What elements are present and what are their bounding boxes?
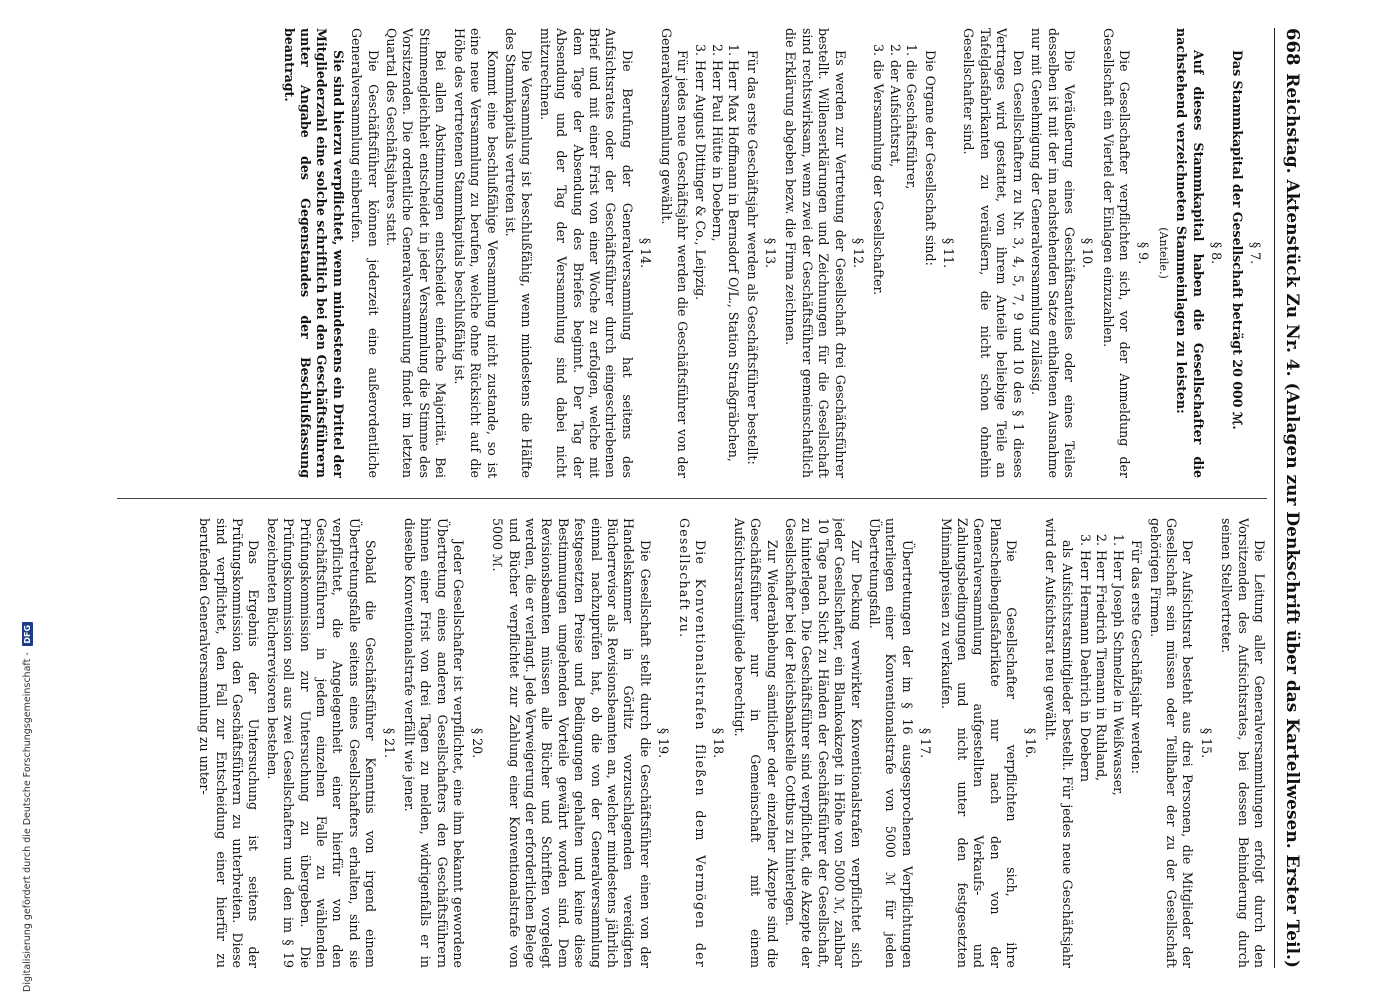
- paragraph: Die Gesellschafter verpflichten sich, ihre Planscheibenglasfabrikate nur nach den von der Generalversammlung aufgestellten Verkaufs- und Zahlungsbedingungen und nicht unter den festgesetzten Minimalpreisen zu verkaufen.: [938, 518, 1020, 968]
- paragraph: Die Berufung der Generalversammlung hat seitens des Aufsichtsrates oder der Geschäftsführer durch eingeschriebenen Brief und mit einer Frist von einer Woche zu erfolgen, welche mit dem Tage der Absendung des Briefes beginnt. Der Tag der Absendung und der Tag der Versammlung sind dabei nicht mitzurechnen.: [537, 28, 635, 478]
- list-item: 2. der Aufsichtsrat,: [887, 44, 903, 168]
- list-item: 1. die Geschäftsführer,: [904, 44, 920, 190]
- section-heading: § 14.: [638, 237, 654, 269]
- section-heading: § 18.: [711, 727, 727, 759]
- paragraph: Jeder Gesellschafter ist verpflichtet, eine ihm bekannt gewordene Übertretung eines anderen Gesellschafters den Geschäftsführern binnen einer Frist von drei Tagen zu melden, widrigenfalls er in dieselbe Konventionalstrafe verfällt wie jener.: [402, 518, 467, 968]
- section-heading: § 17.: [918, 727, 934, 759]
- paragraph: Auf dieses Stammkapital haben die Gesellschafter die nachstehend verzeichneten Stammeinlagen zu leisten:: [1174, 28, 1206, 478]
- list-item: 3. Herr August Dittinger & Co., Leipzig.: [693, 44, 709, 301]
- paragraph: Die Leitung aller Generalversammlungen erfolgt durch den Vorsitzenden des Aufsichtsrates, bei dessen Behinderung durch seinen Stellvertreter.: [1219, 518, 1267, 968]
- section-heading: § 7.: [1248, 241, 1263, 265]
- list-item: 1. Herr Max Hoffmann in Bernsdorf O/L., Station Straßgräbchen,: [726, 44, 742, 462]
- paragraph: Für jedes neue Geschäftsjahr werden die Geschäftsführer von der Generalversammlung gewählt.: [658, 28, 690, 478]
- paragraph: Das Ergebnis der Untersuchung ist seitens der Prüfungskommission den Geschäftsführern zu unterbreiten. Diese sind verpflichtet, den Fall zur Entscheidung einer hierfür zu berufenden Generalversammlung zu unter-: [197, 518, 262, 968]
- supervisory-board-list: [1077, 534, 1126, 968]
- list-item: 1. Herr Joseph Schmelzle in Weißwasser,: [1110, 534, 1126, 796]
- left-column: [117, 28, 1267, 478]
- managers-list: [692, 44, 741, 478]
- section-heading: § 13.: [763, 237, 779, 269]
- organ-list: [870, 44, 919, 478]
- printed-sheet: [103, 28, 1303, 968]
- paragraph: Es werden zur Vertretung der Gesellschaft drei Geschäftsführer bestellt. Willenserklärungen und Zeichnungen für die Gesellschaft sind rechtswirksam, wenn zwei der Geschäftsführer gemeinschaftlich die Erklärung abgeben bezw. die Firma zeichnen.: [783, 28, 848, 478]
- section-heading: § 10.: [1080, 237, 1096, 269]
- paragraph: Der Aufsichtsrat besteht aus drei Personen, die Mitglieder der Gesellschaft sein müssen oder Teilhaber der zu der Gesellschaft gehörigen Firmen.: [1147, 518, 1196, 968]
- paragraph: Das Stammkapital der Gesellschaft beträgt 20 000 ℳ.: [1229, 50, 1245, 430]
- section-heading: § 15.: [1198, 727, 1214, 759]
- section-subheading: (Anteile.): [1156, 227, 1170, 279]
- paragraph: Für das erste Geschäftsjahr werden:: [1129, 540, 1145, 774]
- section-heading: § 19.: [656, 727, 672, 759]
- list-item: 2. Herr Paul Hütte in Doebern,: [709, 44, 725, 242]
- paragraph: Den Gesellschaftern zu Nr. 3, 4, 5, 7, 9 und 10 des § 1 dieses Vertrages wird gestattet, von ihrem Anteile beliebige Teile an Tafelglasfabrikanten zu veräußern, die nicht schon ohnehin Gesellschafter sind.: [961, 28, 1026, 478]
- section-heading: § 20.: [469, 727, 485, 759]
- list-item: 2. Herr Friedrich Tiemann in Ruhland,: [1094, 534, 1110, 782]
- paragraph: Für das erste Geschäftsjahr werden als Geschäftsführer bestellt:: [744, 50, 760, 465]
- credit-line: [20, 2, 34, 992]
- paragraph: Sobald die Geschäftsführer Kenntnis von irgend einem Übertretungsfalle seitens eines Gesellschafters erhalten, sind sie verpflichtet, die Angelegenheit einer hierfür von den Geschäftsführern in jedem einzelnen Falle zu wählenden Prüfungskommission zur Untersuchung zu übergeben. Die Prüfungskommission soll aus zwei Gesellschaftern und den im § 19 bezeichneten Bücherrevisoren bestehen.: [264, 518, 379, 968]
- paragraph: Die Veräußerung eines Geschäftsanteiles oder eines Teiles desselben ist mit der im nachstehenden Satze enthaltenen Ausnahme nur mit Genehmigung der Generalversammlung zulässig.: [1029, 28, 1077, 478]
- paragraph: Die Geschäftsführer können jederzeit eine außerordentliche Generalversammlung einberufen.: [349, 28, 381, 478]
- paragraph: Zur Deckung verwirkter Konventionalstrafen verpflichtet sich jeder Gesellschafter, ein Blankoakzept in Höhe von 5000 ℳ, zahlbar 10 Tage nach Sicht zu Händen der Geschäftsführer der Gesellschaft, zu hinterlegen. Die Geschäftsführer sind verpflichtet, die Akzepte der Gesellschafter bei der Reichsbankstelle Cottbus zu hinterlegen.: [783, 518, 864, 968]
- paragraph: Die Versammlung ist beschlußfähig, wenn mindestens die Hälfte des Stammkapitals vertreten ist.: [502, 28, 535, 478]
- paragraph: Sie sind hierzu verpflichtet, wenn mindestens ein Drittel der Mitgliederzahl eine solche schriftlich bei den Geschäftsführern unter Angabe des Gegenstandes der Beschlußfassung beantragt.: [281, 28, 346, 478]
- paragraph: Die Gesellschaft stellt durch die Geschäftsführer einen von der Handelskammer in Görlitz vorzuschlagenden vereidigten Bücherrevisor als Revisionsbeamten an, welcher mindestens jährlich einmal nachzuprüfen hat, ob die von der Generalversammlung festgesetzten Preise und Bedingungen gehalten und keine diese Bestimmungen umgehenden Vorteile gewährt worden sind. Dem Revisionsbeamten müssen alle Bücher und Schriften vorgelegt werden, die er verlangt. Jede Verweigerung der erforderlichen Belege und Bücher verpflichtet zur Zahlung einer Konventionalstrafe von 5000 ℳ.: [490, 518, 653, 968]
- section-heading: § 8.: [1209, 241, 1225, 265]
- paragraph: Die Organe der Gesellschaft sind:: [922, 50, 938, 266]
- list-item: 3. Herr Hermann Daehrich in Doebern: [1077, 534, 1093, 782]
- section-heading: § 21.: [381, 727, 397, 759]
- section-heading: § 12.: [851, 237, 867, 269]
- paragraph: Übertretungen der im § 16 ausgesprochenen Verpflichtungen unterliegen einer Konventionalstrafe von 5000 ℳ für jeden Übertretungsfall.: [867, 518, 915, 968]
- digitization-credit: [6, 2, 33, 992]
- paragraph: Zur Wiederabhebung sämtlicher oder einzelner Akzepte sind die Geschäftsführer nur in Gemeinschaft mit einem Aufsichtsratsmitgliede berechtigt.: [731, 518, 780, 968]
- column-divider: [117, 498, 1267, 499]
- list-item: 3. die Versammlung der Gesellschafter.: [871, 44, 887, 296]
- paragraph: Die Gesellschafter verpflichten sich, vor der Anmeldung der Gesellschaft ein Viertel der Einlagen einzuzahlen.: [1100, 28, 1133, 478]
- text-columns: [117, 28, 1267, 968]
- section-heading: § 9.: [1135, 241, 1151, 265]
- paragraph: Kommt eine beschlußfähige Versammlung nicht zustande, so ist eine neue Versammlung zu berufen, welche ohne Rücksicht auf die Höhe des vertretenen Stammkapitals beschlußfähig ist.: [451, 28, 500, 478]
- section-heading: § 11.: [941, 237, 957, 269]
- paragraph: Die Konventionalstrafen fließen dem Vermögen der Gesellschaft zu.: [676, 518, 708, 968]
- credit-text: Digitalisierung gefördert durch die Deutsche Forschungsgemeinschaft -: [21, 652, 33, 992]
- paragraph: als Aufsichtsratsmitglieder bestellt. Für jedes neue Geschäftsjahr wird der Aufsichtsrat neu gewählt.: [1043, 518, 1075, 968]
- dfg-logo-icon: DFG: [22, 622, 33, 646]
- page-number: 668: [1282, 28, 1303, 66]
- running-head: [1274, 28, 1303, 968]
- running-title: Reichstag. Aktenstück Zu Nr. 4. (Anlagen zur Denkschrift über das Kartellwesen. Erster Teil.): [1282, 73, 1302, 968]
- paragraph: Bei allen Abstimmungen entscheidet einfache Majorität. Bei Stimmengleichheit entscheidet in jeder Versammlung die Stimme des Vorsitzenden. Die ordentliche Generalversammlung findet im letzten Quartal des Geschäftsjahres statt.: [384, 28, 449, 478]
- right-column: [117, 518, 1267, 968]
- section-heading: § 16.: [1022, 727, 1038, 759]
